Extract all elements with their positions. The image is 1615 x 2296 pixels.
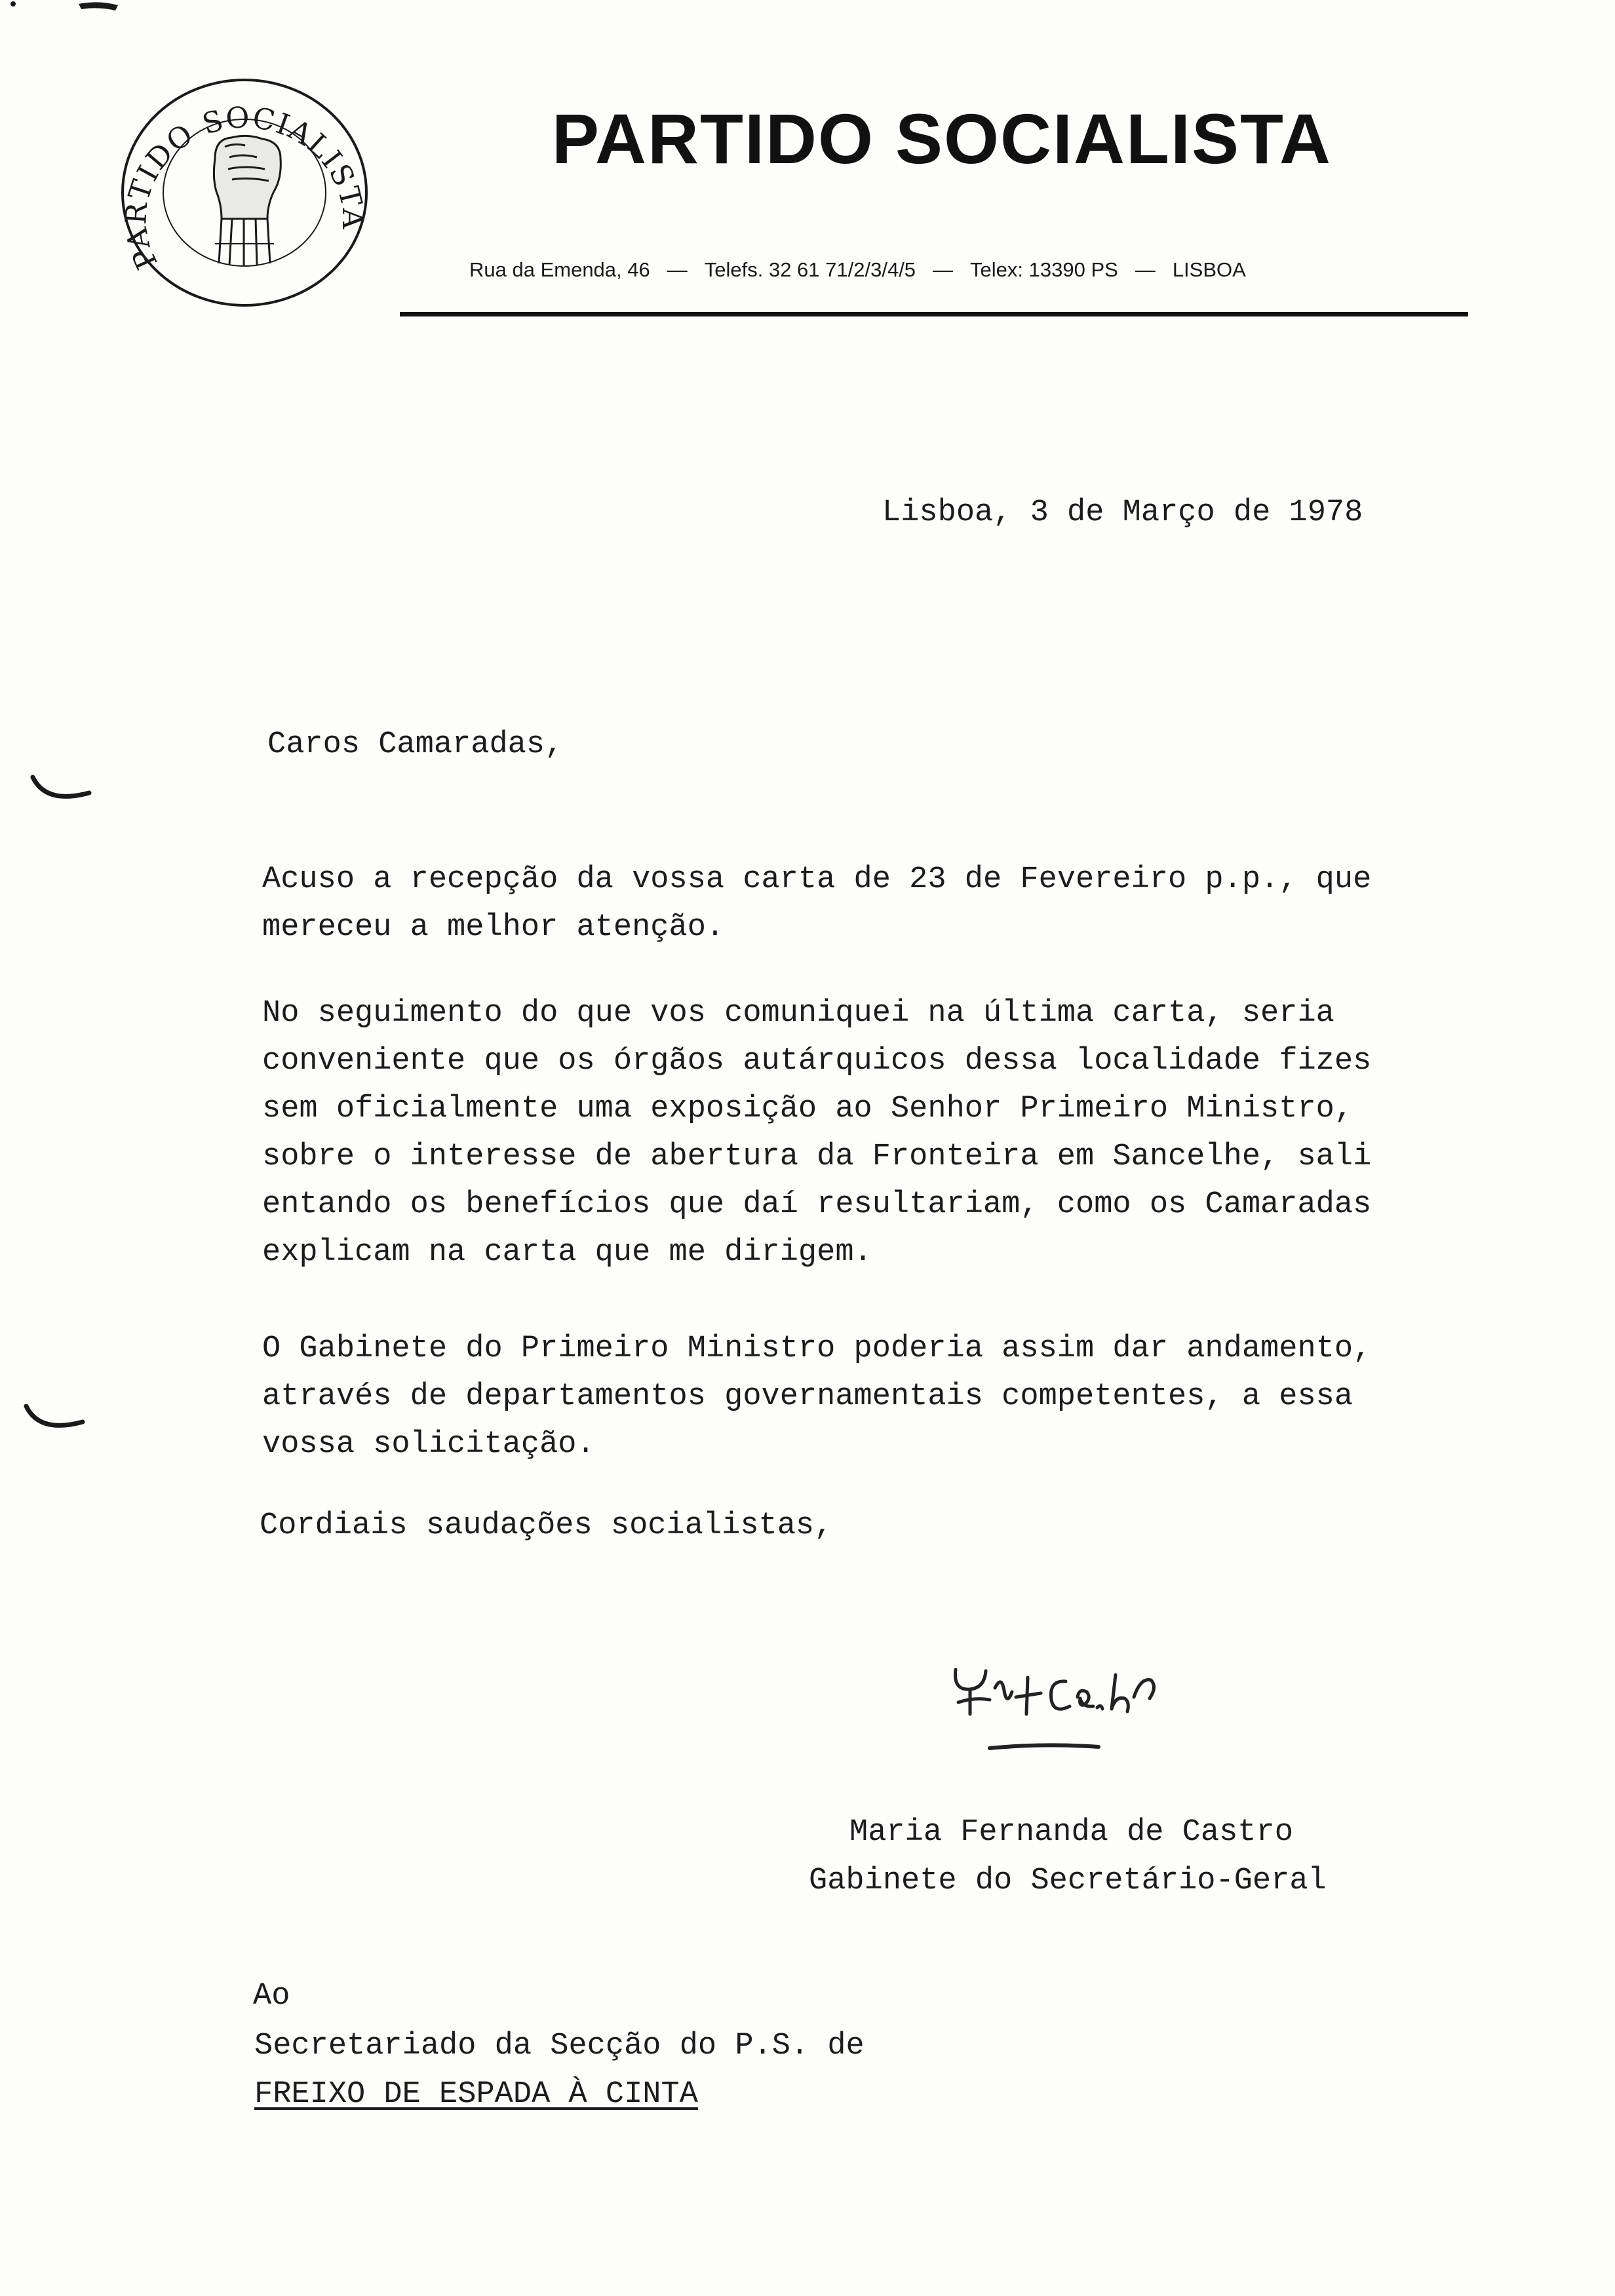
letterhead-city: LISBOA <box>1172 258 1246 281</box>
paragraph-line: conveniente que os órgãos autárquicos dessa localidade fizes <box>262 1044 1372 1079</box>
paragraph-line: O Gabinete do Primeiro Ministro poderia assim dar andamento, <box>262 1331 1372 1366</box>
letterhead-phones: Telefs. 32 61 71/2/3/4/5 <box>704 258 916 281</box>
party-seal-logo <box>117 73 372 312</box>
separator-dash: — <box>1135 258 1156 281</box>
paragraph-line: através de departamentos governamentais competentes, a essa <box>262 1379 1353 1414</box>
letterhead-telex: Telex: 13390 PS <box>970 258 1118 281</box>
letter-closing: Cordiais saudações socialistas, <box>260 1508 833 1543</box>
letter-salutation: Caros Camaradas, <box>267 727 564 762</box>
separator-dash: — <box>933 258 954 281</box>
scan-mark <box>26 767 98 813</box>
paragraph-1 <box>262 856 1371 951</box>
recipient-section: Secretariado da Secção do P.S. de <box>254 2029 865 2063</box>
scan-mark <box>20 1396 92 1442</box>
recipient-locality: FREIXO DE ESPADA À CINTA <box>254 2077 698 2112</box>
letterhead-address: Rua da Emenda, 46 <box>469 258 650 281</box>
letterhead-divider <box>400 312 1468 316</box>
paragraph-2 <box>262 989 1371 1276</box>
paragraph-line: sobre o interesse de abertura da Fronteira em Sancelhe, sali <box>262 1139 1372 1174</box>
separator-dash: — <box>667 258 688 281</box>
signer-name: Maria Fernanda de Castro <box>849 1815 1293 1850</box>
svg-text:PARTIDO SOCIALISTA: PARTIDO SOCIALISTA <box>119 100 370 275</box>
paragraph-line: mereceu a melhor atenção. <box>262 910 725 945</box>
letter-date: Lisboa, 3 de Março de 1978 <box>882 495 1363 530</box>
paragraph-line: explicam na carta que me dirigem. <box>262 1235 872 1270</box>
paragraph-line: entando os benefícios que daí resultariam, como os Camaradas <box>262 1187 1372 1222</box>
letterhead-contact-line <box>469 258 1413 282</box>
paragraph-line: vossa solicitação. <box>262 1427 595 1462</box>
handwritten-signature <box>944 1651 1193 1763</box>
recipient-prefix: Ao <box>253 1979 290 2014</box>
paragraph-line: No seguimento do que vos comuniquei na última carta, seria <box>262 996 1334 1031</box>
signer-office: Gabinete do Secretário-Geral <box>809 1864 1327 1898</box>
party-name-heading: PARTIDO SOCIALISTA <box>552 99 1332 178</box>
fist-rose-icon <box>214 136 281 266</box>
paragraph-3 <box>262 1325 1371 1468</box>
paragraph-line: sem oficialmente uma exposição ao Senhor Primeiro Ministro, <box>262 1092 1353 1126</box>
paragraph-line: Acuso a recepção da vossa carta de 23 de Fevereiro p.p., que <box>262 862 1372 897</box>
scan-mark <box>0 0 125 20</box>
